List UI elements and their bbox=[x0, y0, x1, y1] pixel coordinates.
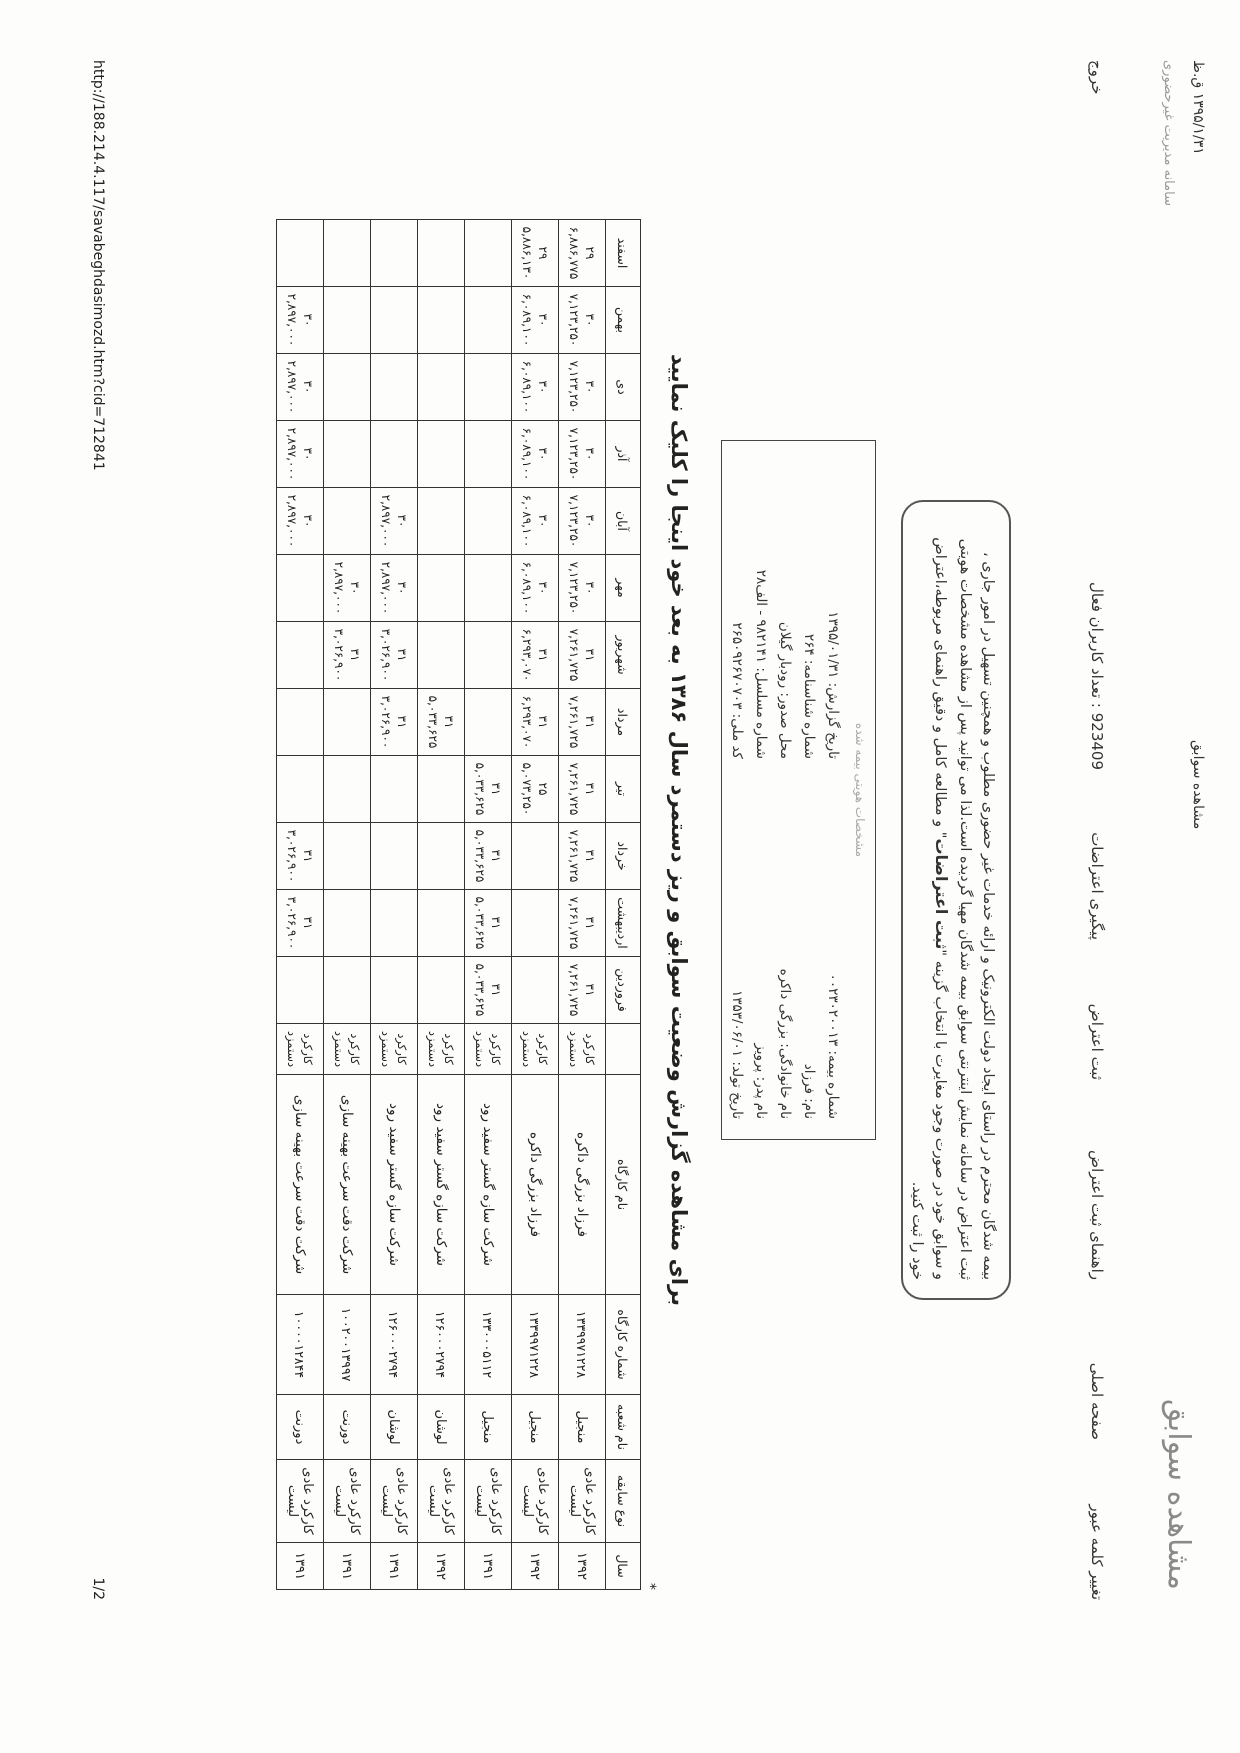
month-cell bbox=[324, 488, 371, 555]
month-cell bbox=[465, 823, 512, 890]
month-cell bbox=[324, 287, 371, 354]
workshop-no-cell: ۱۲۶۰۰۰۲۷۹۴ bbox=[418, 1295, 465, 1395]
table-row bbox=[418, 220, 465, 1590]
wage-amount: ۳,۰۲۶,۹۰۰ bbox=[379, 695, 393, 749]
days-worked: ۳۰ bbox=[301, 447, 315, 461]
nav-home[interactable]: صفحه اصلی bbox=[1088, 1362, 1106, 1440]
row-labels bbox=[418, 1024, 465, 1075]
month-cell bbox=[418, 220, 465, 287]
month-cell bbox=[465, 756, 512, 823]
days-worked: ۳۱ bbox=[489, 983, 503, 997]
workshop-no-cell: ۱۰۰۲۰۰۱۳۹۹۷ bbox=[324, 1295, 371, 1395]
col-workshop-no: شماره کارگاه bbox=[606, 1295, 641, 1395]
month-cell bbox=[512, 220, 559, 287]
month-cell bbox=[324, 622, 371, 689]
national-code: کد ملی: ۲۶۵۰۹۲۶۷۰۷۰۳ bbox=[729, 622, 745, 759]
days-worked: ۳۰ bbox=[301, 380, 315, 394]
row-labels bbox=[512, 1024, 559, 1075]
label-work: کارکرد bbox=[536, 1033, 550, 1065]
table-row bbox=[559, 220, 606, 1590]
month-cell bbox=[277, 488, 324, 555]
month-cell bbox=[465, 488, 512, 555]
objection-link[interactable]: ثبت اعتراضات bbox=[932, 838, 951, 950]
workshop-cell: شرکت سازه گستر سفید رود bbox=[465, 1075, 512, 1295]
month-cell bbox=[559, 488, 606, 555]
days-worked: ۳۰ bbox=[301, 313, 315, 327]
branch-cell: لوشان bbox=[371, 1395, 418, 1460]
days-worked: ۳۱ bbox=[489, 916, 503, 930]
days-worked: ۳۱ bbox=[583, 849, 597, 863]
workshop-no-cell: ۱۲۶۰۰۰۲۷۹۴ bbox=[371, 1295, 418, 1395]
notice-line: ثبت اعتراض در سامانه نمایش اینترنتی سوابق بیمه شدگان مهیا گردیده است.لذا می توانید پس از مشاهده مشخصات هویتی bbox=[957, 538, 973, 1280]
label-work: کارکرد bbox=[489, 1033, 503, 1065]
month-cell bbox=[418, 756, 465, 823]
month-cell bbox=[559, 287, 606, 354]
days-worked: ۳۱ bbox=[583, 715, 597, 729]
days-worked: ۳۱ bbox=[395, 648, 409, 662]
serial-number: شماره مسلسل: ۹۸۲۱۴۱ - الف۲۸ bbox=[753, 569, 769, 759]
wage-amount: ۷,۲۶۱,۷۲۵ bbox=[567, 762, 581, 816]
month-cell bbox=[418, 354, 465, 421]
branch-cell: لوشان bbox=[418, 1395, 465, 1460]
col-branch: نام شعبه bbox=[606, 1395, 641, 1460]
days-worked: ۳۰ bbox=[301, 514, 315, 528]
row-labels bbox=[324, 1024, 371, 1075]
month-cell bbox=[512, 756, 559, 823]
wage-amount: ۵,۰۳۳,۶۲۵ bbox=[473, 762, 487, 816]
table-row bbox=[371, 220, 418, 1590]
label-wage: دستمزد bbox=[285, 1030, 299, 1068]
row-labels bbox=[559, 1024, 606, 1075]
identity-caption: مشخصات هویتی بیمه شده bbox=[853, 722, 867, 858]
active-users-count: 923409 : تعداد کاربران فعال bbox=[1088, 582, 1106, 770]
label-work: کارکرد bbox=[442, 1033, 456, 1065]
month-cell bbox=[512, 488, 559, 555]
wage-amount: ۷,۲۶۱,۷۲۵ bbox=[567, 896, 581, 950]
label-work: کارکرد bbox=[395, 1033, 409, 1065]
month-cell bbox=[559, 555, 606, 622]
month-cell bbox=[512, 354, 559, 421]
table-header-row bbox=[606, 220, 641, 1590]
print-date: ۱۳۹۵/۱/۳۱ ق.ظ bbox=[1190, 60, 1206, 155]
days-worked: ۳۰ bbox=[348, 581, 362, 595]
col-type: نوع سابقه bbox=[606, 1460, 641, 1543]
month-cell bbox=[277, 421, 324, 488]
type-cell: کارکرد عادی لیست bbox=[277, 1460, 324, 1543]
type-cell: کارکرد عادی لیست bbox=[512, 1460, 559, 1543]
type-cell: کارکرد عادی لیست bbox=[559, 1460, 606, 1543]
type-cell: کارکرد عادی لیست bbox=[418, 1460, 465, 1543]
label-work: کارکرد bbox=[583, 1033, 597, 1065]
nav-track-objections[interactable]: پیگیری اعتراضات bbox=[1088, 832, 1106, 940]
type-cell: کارکرد عادی لیست bbox=[371, 1460, 418, 1543]
month-cell bbox=[512, 287, 559, 354]
table-row bbox=[512, 220, 559, 1590]
month-cell bbox=[324, 823, 371, 890]
workshop-cell: فرزاد بزرگی داکره bbox=[512, 1075, 559, 1295]
row-labels bbox=[465, 1024, 512, 1075]
records-table-wrap bbox=[276, 219, 641, 1590]
year-cell: ۱۳۹۱ bbox=[277, 1543, 324, 1590]
days-worked: ۳۰ bbox=[536, 514, 550, 528]
year-cell: ۱۳۹۲ bbox=[559, 1543, 606, 1590]
workshop-cell: شرکت سازه گستر سفید رود bbox=[418, 1075, 465, 1295]
wage-amount: ۷,۱۲۳,۲۵۰ bbox=[567, 561, 581, 615]
month-cell bbox=[371, 689, 418, 756]
month-cell bbox=[324, 957, 371, 1024]
month-cell bbox=[512, 890, 559, 957]
col-month: اردیبهشت bbox=[606, 890, 641, 957]
identity-col-left bbox=[725, 570, 845, 759]
wage-amount: ۳,۰۲۶,۹۰۰ bbox=[332, 628, 346, 682]
days-worked: ۳۱ bbox=[489, 782, 503, 796]
days-worked: ۳۰ bbox=[395, 581, 409, 595]
wage-amount: ۲,۸۹۷,۰۰۰ bbox=[332, 561, 346, 615]
month-cell bbox=[418, 823, 465, 890]
month-cell bbox=[418, 890, 465, 957]
id-number: شماره شناسنامه: ۲۶۴ bbox=[801, 633, 817, 759]
branch-cell: منجیل bbox=[465, 1395, 512, 1460]
month-cell bbox=[371, 555, 418, 622]
col-month: بهمن bbox=[606, 287, 641, 354]
month-cell bbox=[277, 555, 324, 622]
notice-line: و سوابق خود در صورت وجود مغایرت با انتخاب گزینه "ثبت اعتراضات" و مطالعه کامل و دقیق راهنمای مربوطه،اعتراض bbox=[932, 537, 951, 1280]
wage-amount: ۳,۰۲۶,۹۰۰ bbox=[285, 829, 299, 883]
month-cell bbox=[512, 622, 559, 689]
days-worked: ۳۱ bbox=[489, 849, 503, 863]
wage-amount: ۲,۸۹۷,۰۰۰ bbox=[285, 360, 299, 414]
month-cell bbox=[465, 220, 512, 287]
wage-amount: ۷,۱۲۳,۲۵۰ bbox=[567, 427, 581, 481]
month-cell bbox=[371, 890, 418, 957]
month-cell bbox=[559, 823, 606, 890]
nav-submit-objection[interactable]: ثبت اعتراض bbox=[1088, 1003, 1106, 1080]
wage-amount: ۵,۰۳۳,۶۲۵ bbox=[426, 695, 440, 749]
days-worked: ۳۱ bbox=[301, 916, 315, 930]
wage-amount: ۲,۸۹۷,۰۰۰ bbox=[379, 494, 393, 548]
identity-col-right bbox=[725, 969, 845, 1119]
days-worked: ۲۹ bbox=[536, 246, 550, 260]
wage-amount: ۶,۰۸۹,۱۰۰ bbox=[520, 494, 534, 548]
branch-cell: دورنت bbox=[324, 1395, 371, 1460]
label-wage: دستمزد bbox=[520, 1030, 534, 1068]
records-table bbox=[276, 219, 641, 1590]
month-cell bbox=[371, 220, 418, 287]
col-month: تیر bbox=[606, 756, 641, 823]
month-cell bbox=[418, 287, 465, 354]
notice-box bbox=[901, 500, 1011, 1300]
year-cell: ۱۳۹۱ bbox=[324, 1543, 371, 1590]
wage-amount: ۳,۰۲۶,۹۰۰ bbox=[285, 896, 299, 950]
month-cell bbox=[277, 890, 324, 957]
month-cell bbox=[465, 957, 512, 1024]
wage-amount: ۲,۸۹۷,۰۰۰ bbox=[285, 293, 299, 347]
wage-amount: ۶,۰۸۹,۱۰۰ bbox=[520, 561, 534, 615]
workshop-cell: فرزاد بزرگی داکره bbox=[559, 1075, 606, 1295]
month-cell bbox=[277, 220, 324, 287]
month-cell bbox=[465, 354, 512, 421]
days-worked: ۲۵ bbox=[536, 782, 550, 796]
days-worked: ۳۰ bbox=[583, 380, 597, 394]
days-worked: ۳۱ bbox=[583, 782, 597, 796]
month-cell bbox=[277, 823, 324, 890]
col-month: شهریور bbox=[606, 622, 641, 689]
month-cell bbox=[277, 354, 324, 421]
wage-amount: ۲,۸۹۷,۰۰۰ bbox=[379, 561, 393, 615]
col-month: فروردین bbox=[606, 957, 641, 1024]
wage-amount: ۶,۰۸۹,۱۰۰ bbox=[520, 427, 534, 481]
month-cell bbox=[559, 220, 606, 287]
report-date: تاریخ گزارش: ۱۳۹۵/۰۱/۳۱ bbox=[825, 611, 841, 759]
month-cell bbox=[559, 957, 606, 1024]
month-cell bbox=[371, 488, 418, 555]
exit-link[interactable]: خروج bbox=[1088, 60, 1106, 95]
month-cell bbox=[371, 354, 418, 421]
col-month: دی bbox=[606, 354, 641, 421]
identity-box bbox=[721, 440, 876, 1140]
month-cell bbox=[277, 287, 324, 354]
month-cell bbox=[371, 622, 418, 689]
year-cell: ۱۳۹۲ bbox=[512, 1543, 559, 1590]
month-cell bbox=[418, 421, 465, 488]
wage-amount: ۷,۲۶۱,۷۲۵ bbox=[567, 628, 581, 682]
workshop-no-cell: ۱۳۳۹۹۷۱۲۲۸ bbox=[559, 1295, 606, 1395]
wage-amount: ۵,۰۷۳,۲۵۰ bbox=[520, 762, 534, 816]
month-cell bbox=[512, 421, 559, 488]
footer-url: http://188.214.4.117/savabeghdasimozd.htm?cid=712841 bbox=[90, 60, 106, 471]
birth-date: تاریخ تولد: ۱۳۵۳/۰۶/۰۱ bbox=[729, 989, 745, 1119]
month-cell bbox=[418, 555, 465, 622]
month-cell bbox=[418, 622, 465, 689]
col-month: مهر bbox=[606, 555, 641, 622]
label-work: کارکرد bbox=[301, 1033, 315, 1065]
label-wage: دستمزد bbox=[567, 1030, 581, 1068]
days-worked: ۳۱ bbox=[301, 849, 315, 863]
month-cell bbox=[465, 689, 512, 756]
month-cell bbox=[324, 555, 371, 622]
month-cell bbox=[324, 756, 371, 823]
breadcrumb: سامانه مدیریت غیرحضوری bbox=[1161, 60, 1176, 206]
col-month: خرداد bbox=[606, 823, 641, 890]
father-name: نام پدر: پرویز bbox=[753, 1043, 769, 1119]
month-cell bbox=[559, 890, 606, 957]
wage-amount: ۵,۰۳۳,۶۲۵ bbox=[473, 896, 487, 950]
label-wage: دستمزد bbox=[473, 1030, 487, 1068]
branch-cell: دورنت bbox=[277, 1395, 324, 1460]
days-worked: ۳۱ bbox=[348, 648, 362, 662]
days-worked: ۳۱ bbox=[583, 916, 597, 930]
type-cell: کارکرد عادی لیست bbox=[465, 1460, 512, 1543]
month-cell bbox=[559, 421, 606, 488]
page-number: 1/2 bbox=[90, 1577, 106, 1600]
col-workshop: نام کارگاه bbox=[606, 1075, 641, 1295]
workshop-no-cell: ۱۰۰۰۰۱۲۸۴۴ bbox=[277, 1295, 324, 1395]
month-cell bbox=[277, 957, 324, 1024]
month-cell bbox=[324, 220, 371, 287]
wage-amount: ۶,۰۸۹,۱۰۰ bbox=[520, 293, 534, 347]
wage-amount: ۲,۸۹۷,۰۰۰ bbox=[285, 427, 299, 481]
month-cell bbox=[324, 354, 371, 421]
month-cell bbox=[559, 756, 606, 823]
wage-amount: ۲,۸۹۷,۰۰۰ bbox=[285, 494, 299, 548]
month-cell bbox=[512, 823, 559, 890]
table-row bbox=[277, 220, 324, 1590]
days-worked: ۳۱ bbox=[536, 715, 550, 729]
label-work: کارکرد bbox=[348, 1033, 362, 1065]
month-cell bbox=[371, 756, 418, 823]
table-row bbox=[324, 220, 371, 1590]
corner-mark: * bbox=[642, 1583, 658, 1590]
wage-amount: ۷,۲۶۱,۷۲۵ bbox=[567, 829, 581, 883]
month-cell bbox=[559, 689, 606, 756]
wage-amount: ۷,۱۲۳,۲۵۰ bbox=[567, 293, 581, 347]
col-month: آبان bbox=[606, 488, 641, 555]
year-cell: ۱۳۹۱ bbox=[371, 1543, 418, 1590]
wage-amount: ۷,۲۶۱,۷۲۵ bbox=[567, 695, 581, 749]
days-worked: ۳۰ bbox=[536, 447, 550, 461]
row-labels bbox=[277, 1024, 324, 1075]
month-cell bbox=[418, 689, 465, 756]
branch-cell: منجیل bbox=[559, 1395, 606, 1460]
month-cell bbox=[512, 555, 559, 622]
month-cell bbox=[512, 957, 559, 1024]
wage-amount: ۳,۰۲۶,۹۰۰ bbox=[379, 628, 393, 682]
nav-change-password[interactable]: تغییر کلمه عبور bbox=[1088, 1504, 1106, 1600]
month-cell bbox=[465, 287, 512, 354]
col-label bbox=[606, 1024, 641, 1075]
first-name: نام: فرزاد bbox=[801, 1063, 817, 1119]
days-worked: ۳۰ bbox=[536, 380, 550, 394]
col-month: مرداد bbox=[606, 689, 641, 756]
month-cell bbox=[465, 622, 512, 689]
month-cell bbox=[465, 555, 512, 622]
days-worked: ۳۱ bbox=[536, 648, 550, 662]
table-row bbox=[465, 220, 512, 1590]
days-worked: ۳۰ bbox=[583, 514, 597, 528]
wage-amount: ۶,۰۸۹,۱۰۰ bbox=[520, 360, 534, 414]
month-cell bbox=[324, 421, 371, 488]
window-title: مشاهده سوابق bbox=[1190, 740, 1206, 830]
month-cell bbox=[512, 689, 559, 756]
label-wage: دستمزد bbox=[426, 1030, 440, 1068]
month-cell bbox=[324, 890, 371, 957]
month-cell bbox=[324, 689, 371, 756]
days-worked: ۳۰ bbox=[583, 447, 597, 461]
col-year: سال bbox=[606, 1543, 641, 1590]
month-cell bbox=[371, 957, 418, 1024]
month-cell bbox=[418, 488, 465, 555]
report-link[interactable]: برای مشاهده گزارش وضعیت سوابق و ریز دستمرد سال ۱۳۸۶ به بعد خود اینجا را کلیک نمایید bbox=[667, 354, 691, 1306]
workshop-no-cell: ۱۳۳۰۰۰۵۱۱۲ bbox=[465, 1295, 512, 1395]
workshop-cell: شرکت سازه گستر سفید رود bbox=[371, 1075, 418, 1295]
label-wage: دستمزد bbox=[332, 1030, 346, 1068]
days-worked: ۳۰ bbox=[536, 581, 550, 595]
wage-amount: ۶,۲۹۳,۰۷۰ bbox=[520, 628, 534, 682]
days-worked: ۳۱ bbox=[395, 715, 409, 729]
workshop-cell: شرکت دقت سرعت بهینه سازی bbox=[324, 1075, 371, 1295]
days-worked: ۳۰ bbox=[536, 313, 550, 327]
page-title: مشاهده سوابق bbox=[1161, 1398, 1196, 1590]
month-cell bbox=[277, 689, 324, 756]
month-cell bbox=[465, 421, 512, 488]
days-worked: ۳۰ bbox=[583, 581, 597, 595]
wage-amount: ۵,۰۳۳,۶۲۵ bbox=[473, 963, 487, 1017]
wage-amount: ۷,۱۲۳,۲۵۰ bbox=[567, 494, 581, 548]
row-labels bbox=[371, 1024, 418, 1075]
month-cell bbox=[418, 957, 465, 1024]
days-worked: ۳۱ bbox=[583, 648, 597, 662]
branch-cell: منجیل bbox=[512, 1395, 559, 1460]
insurance-number: شماره بیمه: ۰۰۲۳۰۲۰۰۱۳ bbox=[825, 973, 841, 1119]
col-month: آذر bbox=[606, 421, 641, 488]
year-cell: ۱۳۹۲ bbox=[418, 1543, 465, 1590]
col-month: اسفند bbox=[606, 220, 641, 287]
wage-amount: ۷,۲۶۱,۷۲۵ bbox=[567, 963, 581, 1017]
month-cell bbox=[371, 287, 418, 354]
days-worked: ۲۹ bbox=[583, 246, 597, 260]
days-worked: ۳۱ bbox=[442, 715, 456, 729]
days-worked: ۳۱ bbox=[583, 983, 597, 997]
month-cell bbox=[559, 622, 606, 689]
notice-line: خود را ثبت کنید. bbox=[909, 1181, 925, 1280]
days-worked: ۳۰ bbox=[583, 313, 597, 327]
workshop-no-cell: ۱۳۳۹۹۷۱۲۲۸ bbox=[512, 1295, 559, 1395]
label-wage: دستمزد bbox=[379, 1030, 393, 1068]
month-cell bbox=[559, 354, 606, 421]
issue-place: محل صدور: رودبار گیلان bbox=[777, 621, 793, 759]
month-cell bbox=[371, 421, 418, 488]
notice-line: بیمه شدگان محترم در راستای ایجاد دولت الکترونیک و ارائه خدمات غیر حضوری مطلوب و همچنین تسهیل در امور جاری ، bbox=[980, 552, 996, 1280]
year-cell: ۱۳۹۱ bbox=[465, 1543, 512, 1590]
days-worked: ۳۰ bbox=[395, 514, 409, 528]
table-body bbox=[277, 220, 606, 1590]
month-cell bbox=[465, 890, 512, 957]
wage-amount: ۷,۱۲۳,۲۵۰ bbox=[567, 360, 581, 414]
wage-amount: ۶,۲۹۳,۰۷۰ bbox=[520, 695, 534, 749]
last-name: نام خانوادگی: بزرگی داکره bbox=[777, 968, 793, 1119]
workshop-cell: شرکت دقت سرعت بهینه سازی bbox=[277, 1075, 324, 1295]
wage-amount: ۵,۸۸۶,۱۳۰ bbox=[520, 226, 534, 280]
printed-page bbox=[66, 40, 1206, 1620]
month-cell bbox=[277, 622, 324, 689]
month-cell bbox=[277, 756, 324, 823]
wage-amount: ۵,۰۳۳,۶۲۵ bbox=[473, 829, 487, 883]
month-cell bbox=[371, 823, 418, 890]
nav-objection-guide[interactable]: راهنمای ثبت اعتراض bbox=[1088, 1149, 1106, 1280]
type-cell: کارکرد عادی لیست bbox=[324, 1460, 371, 1543]
wage-amount: ۶,۸۸۶,۷۷۵ bbox=[567, 226, 581, 280]
top-nav bbox=[1070, 60, 1106, 1600]
